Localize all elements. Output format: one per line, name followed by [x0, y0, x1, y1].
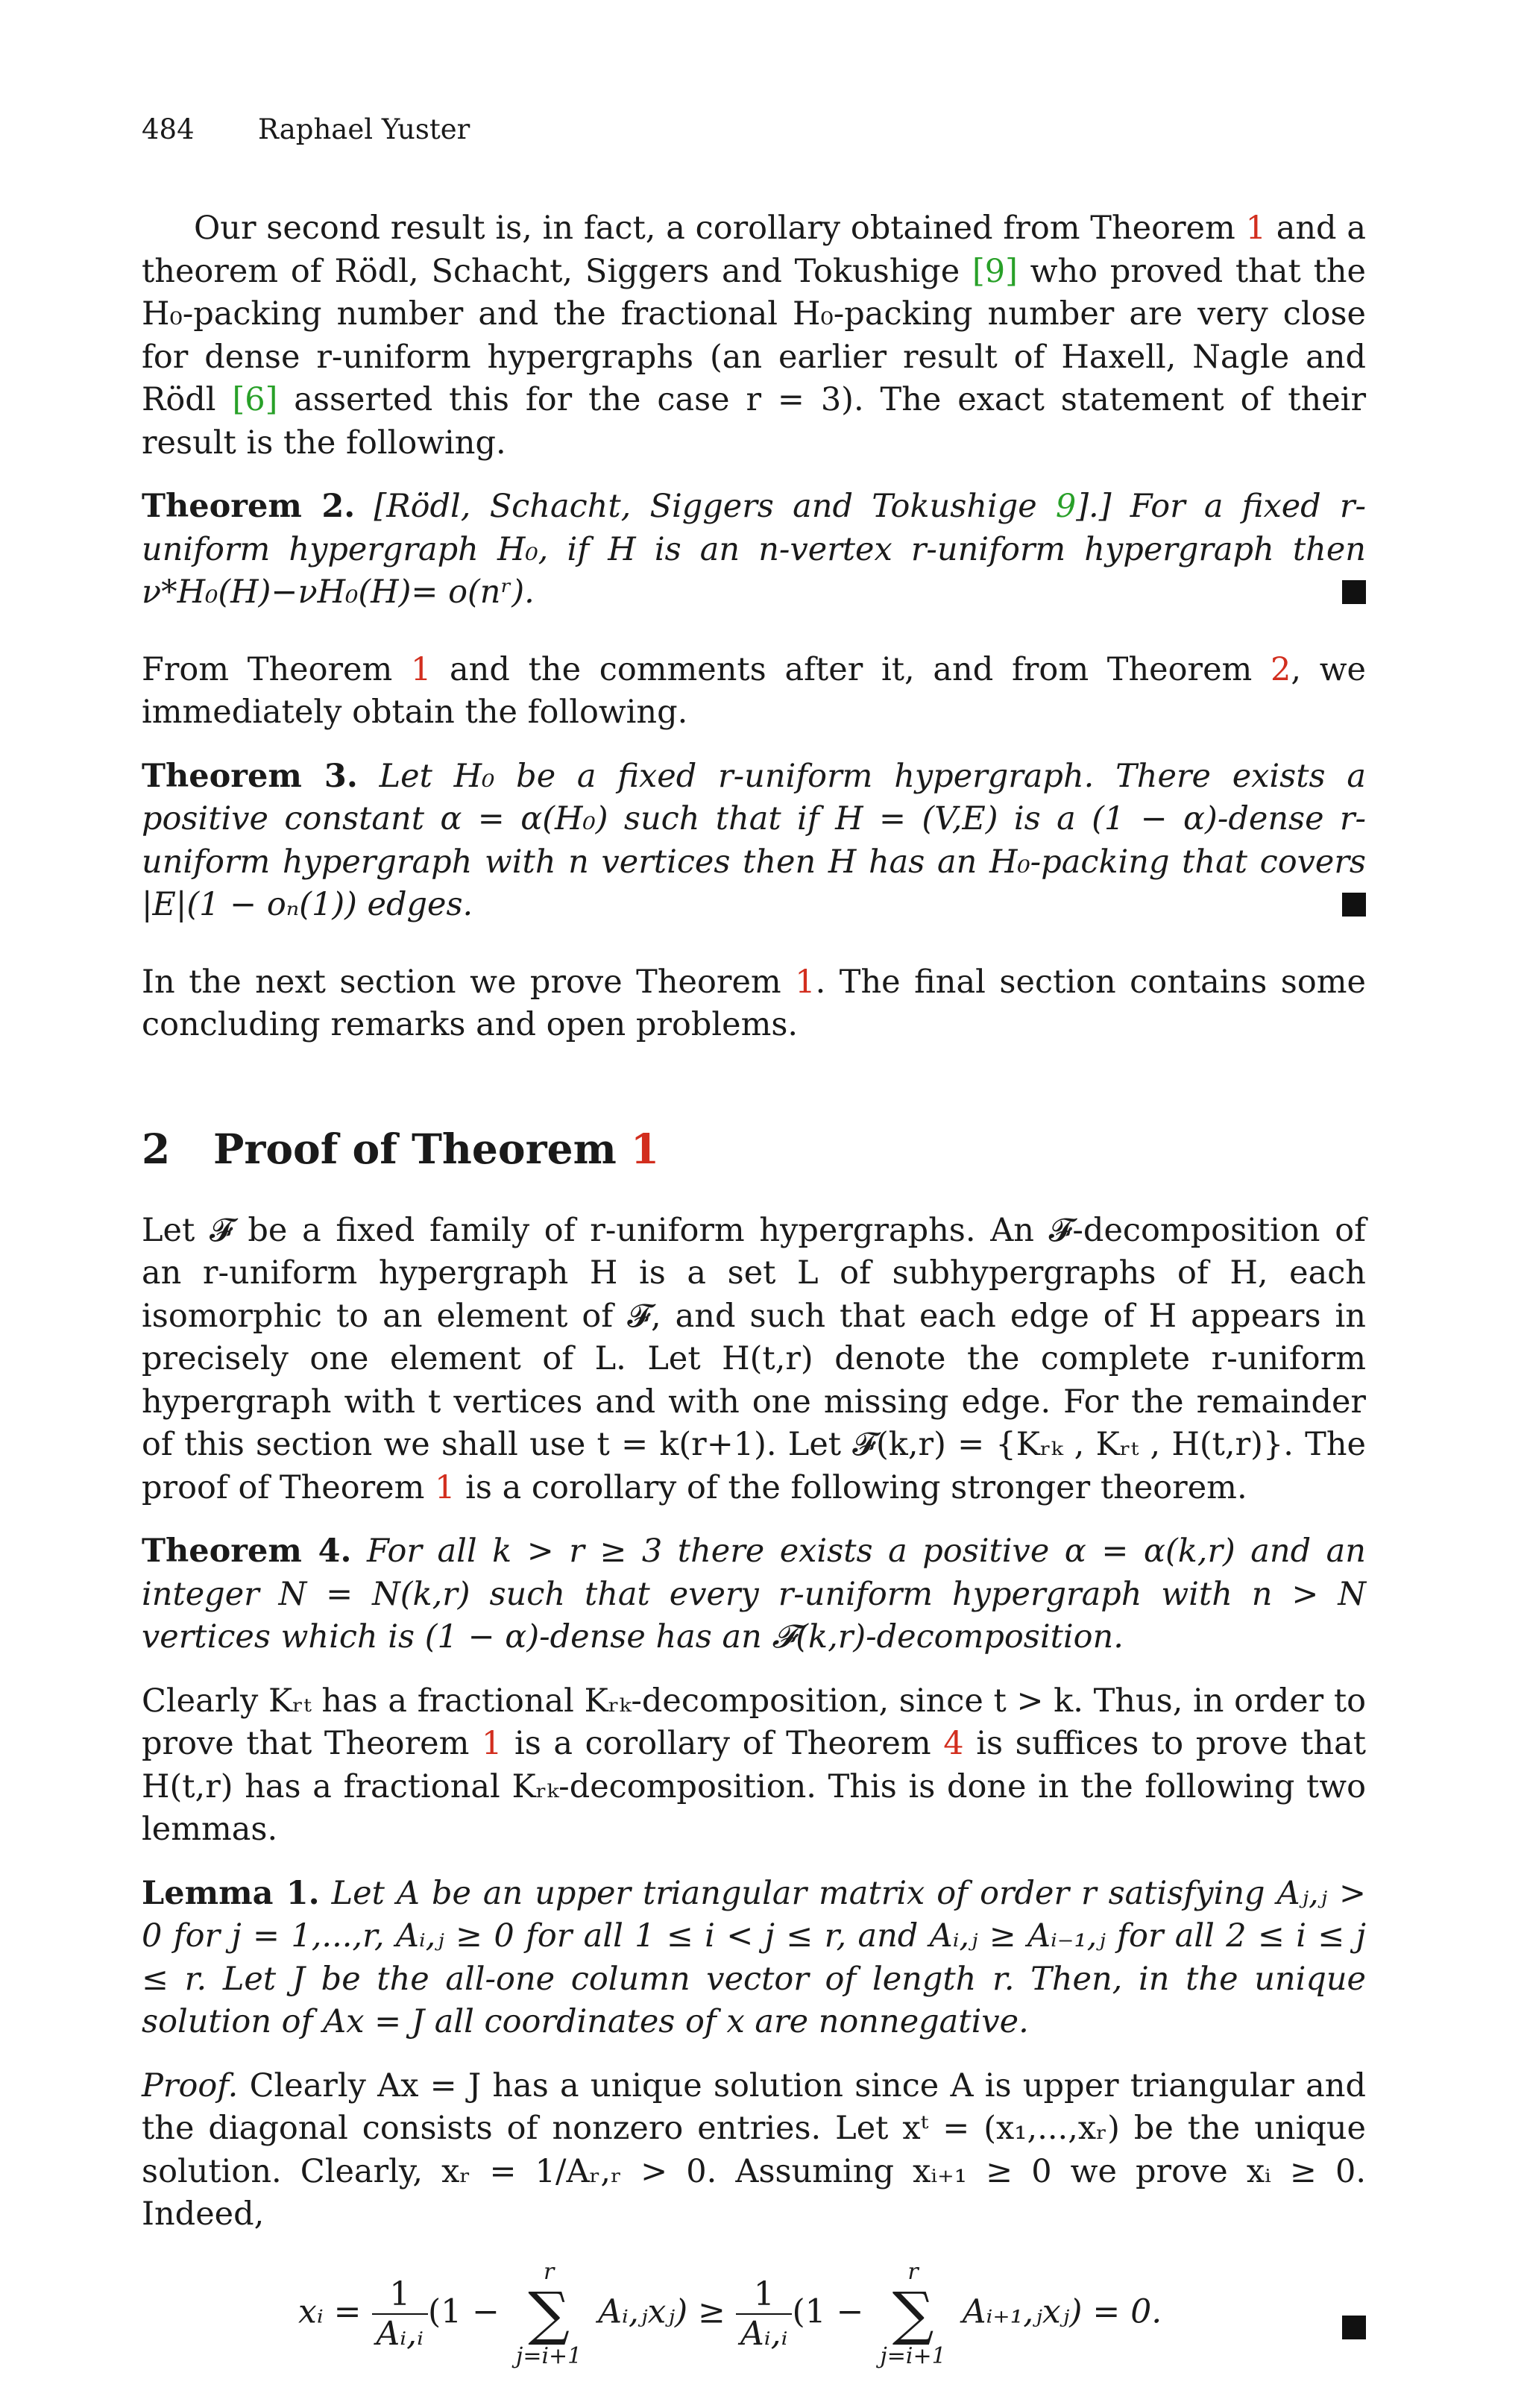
equation-text: Aᵢ₊₁,ⱼxⱼ) = 0. [962, 2292, 1162, 2330]
qed-square-icon [1342, 893, 1366, 917]
theorem-ref-link[interactable]: 1 [435, 1468, 456, 1506]
text: is a corollary of the following stronger theorem. [455, 1468, 1247, 1506]
lemma-label: Lemma 1. [142, 1874, 320, 1912]
theorem-label: Theorem 2. [142, 488, 356, 525]
citation-link[interactable]: 9 [1055, 488, 1077, 525]
theorem-3 [142, 755, 1366, 927]
fraction-denominator: Aᵢ,ᵢ [376, 2314, 424, 2353]
equation-body [298, 2259, 1193, 2369]
qed-square-icon [1342, 580, 1366, 604]
running-header [142, 112, 1366, 148]
citation-link[interactable]: [6] [232, 381, 278, 418]
sum-upper: r [543, 2258, 555, 2285]
text: Clearly Kᵣₜ has a fractional Kᵣₖ-decomposition, since t > k. Thus, in order to prove that Theorem [142, 1682, 1366, 1762]
sigma-icon: ∑ [892, 2280, 934, 2348]
section-title: Proof of Theorem [213, 1124, 631, 1173]
paragraph-intro [142, 207, 1366, 465]
text: is suffices to prove that H(t,r) has a fractional Kᵣₖ-decomposition. This is done in the following two lemmas. [142, 1725, 1366, 1848]
text: and the comments after it, and from Theorem [431, 650, 1271, 688]
theorem-text: Let H₀ be a fixed r-uniform hypergraph. There exists a positive constant α = α(H₀) such that if H = (V,E) is a (1 − α)-dense r-uniform hypergraph with n vertices then H has an H₀-packing that covers |E|(1 − oₙ(1)) edges. [142, 757, 1366, 923]
text: Clearly Ax = J has a unique solution since A is upper triangular and the diagonal consists of nonzero entries. Let xᵗ = (x₁,...,xᵣ) be the unique solution. Clearly, xᵣ = 1/Aᵣ,ᵣ > 0. Assuming xᵢ₊₁ ≥ 0 we prove xᵢ ≥ 0. Indeed, [142, 2066, 1366, 2233]
fraction-numerator: 1 [736, 2275, 792, 2315]
theorem-4 [142, 1530, 1366, 1659]
qed-square-icon [1342, 2316, 1366, 2339]
text: Let 𝓕 be a fixed family of r-uniform hypergraphs. An 𝓕-decomposition of an r-uniform hypergraph H is a set L of subhypergraphs of H, each isomorphic to an element of 𝓕, and such that each edge of H appears in precisely one element of L. Let H(t,r) denote the complete r-uniform hypergraph with t vertices and with one missing edge. For the remainder of this section we shall use t = k(r+1). Let 𝓕(k,r) = {Kᵣₖ , Kᵣₜ , H(t,r)}. The proof of Theorem [142, 1211, 1366, 1506]
theorem-label: Theorem 3. [142, 757, 358, 795]
theorem-ref-link[interactable]: 1 [795, 963, 816, 1001]
fraction [372, 2275, 428, 2353]
fraction-numerator: 1 [372, 2275, 428, 2315]
text: and a theorem of Rödl, Schacht, Siggers and Tokushige [142, 210, 1366, 290]
lemma-1 [142, 1873, 1366, 2044]
paragraph [142, 1210, 1366, 1510]
theorem-text: [Rödl, Schacht, Siggers and Tokushige [355, 488, 1056, 525]
theorem-ref-link[interactable]: 1 [410, 650, 432, 688]
theorem-ref-link[interactable]: 2 [1271, 650, 1291, 688]
summation [516, 2259, 582, 2369]
text: is a corollary of Theorem [502, 1725, 944, 1762]
page [142, 112, 1366, 2408]
proof-label: Proof. [142, 2066, 239, 2104]
display-equation [142, 2259, 1366, 2408]
summation [880, 2259, 945, 2369]
paragraph [142, 961, 1366, 1047]
equation-text: (1 − [428, 2292, 500, 2330]
proof-paragraph [142, 2065, 1366, 2236]
sum-lower: j=i+1 [880, 2342, 946, 2369]
fraction [736, 2275, 792, 2353]
theorem-ref-link[interactable]: 1 [481, 1725, 503, 1762]
theorem-label: Theorem 4. [142, 1532, 352, 1570]
text: asserted this for the case r = 3). The exact statement of their result is the following. [142, 381, 1366, 462]
page-number: 484 [142, 113, 195, 145]
sigma-icon: ∑ [528, 2280, 570, 2348]
paragraph [142, 649, 1366, 735]
lemma-text: Let A be an upper triangular matrix of order r satisfying Aⱼ,ⱼ > 0 for j = 1,...,r, Aᵢ,ⱼ ≥ 0 for all 1 ≤ i < j ≤ r, and Aᵢ,ⱼ ≥ Aᵢ₋₁,ⱼ for all 2 ≤ i ≤ j ≤ r. Let J be the all-one column vector of length r. Then, in the unique solution of Ax = J all coordinates of x are nonnegative. [142, 1874, 1367, 2040]
paragraph [142, 1680, 1366, 1852]
sum-upper: r [907, 2258, 919, 2285]
equation-lhs: xᵢ = [298, 2292, 362, 2330]
text: Our second result is, in fact, a corollary obtained from Theorem [194, 210, 1246, 247]
theorem-ref-link[interactable]: 1 [1245, 210, 1266, 247]
theorem-ref-link[interactable]: 1 [630, 1124, 660, 1173]
text: From Theorem [142, 650, 411, 688]
theorem-text: ].] For a fixed r-uniform hypergraph H₀, if H is an n-vertex r-uniform hypergraph then ν*H₀(H)−νH₀(H)= o(nʳ). [142, 488, 1367, 611]
text: In the next section we prove Theorem [142, 963, 796, 1001]
theorem-2 [142, 485, 1366, 614]
sum-lower: j=i+1 [516, 2342, 582, 2369]
running-author: Raphael Yuster [258, 113, 470, 145]
fraction-denominator: Aᵢ,ᵢ [740, 2314, 788, 2353]
text: , we immediately obtain the following. [142, 650, 1367, 731]
theorem-ref-link[interactable]: 4 [943, 1725, 964, 1762]
section-heading [142, 1123, 1366, 1175]
theorem-text: For all k > r ≥ 3 there exists a positive α = α(k,r) and an integer N = N(k,r) such that every r-uniform hypergraph with n > N vertices which is (1 − α)-dense has an 𝓕(k,r)-decomposition. [142, 1532, 1367, 1656]
citation-link[interactable]: [9] [972, 252, 1018, 290]
text: who proved that the H₀-packing number and the fractional H₀-packing number are very close for dense r-uniform hypergraphs (an earlier result of Haxell, Nagle and Rödl [142, 252, 1367, 418]
text: . The final section contains some concluding remarks and open problems. [142, 963, 1366, 1043]
equation-text: (1 − [792, 2292, 864, 2330]
section-number: 2 [142, 1124, 171, 1173]
equation-text: Aᵢ,ⱼxⱼ) ≥ [598, 2292, 725, 2330]
